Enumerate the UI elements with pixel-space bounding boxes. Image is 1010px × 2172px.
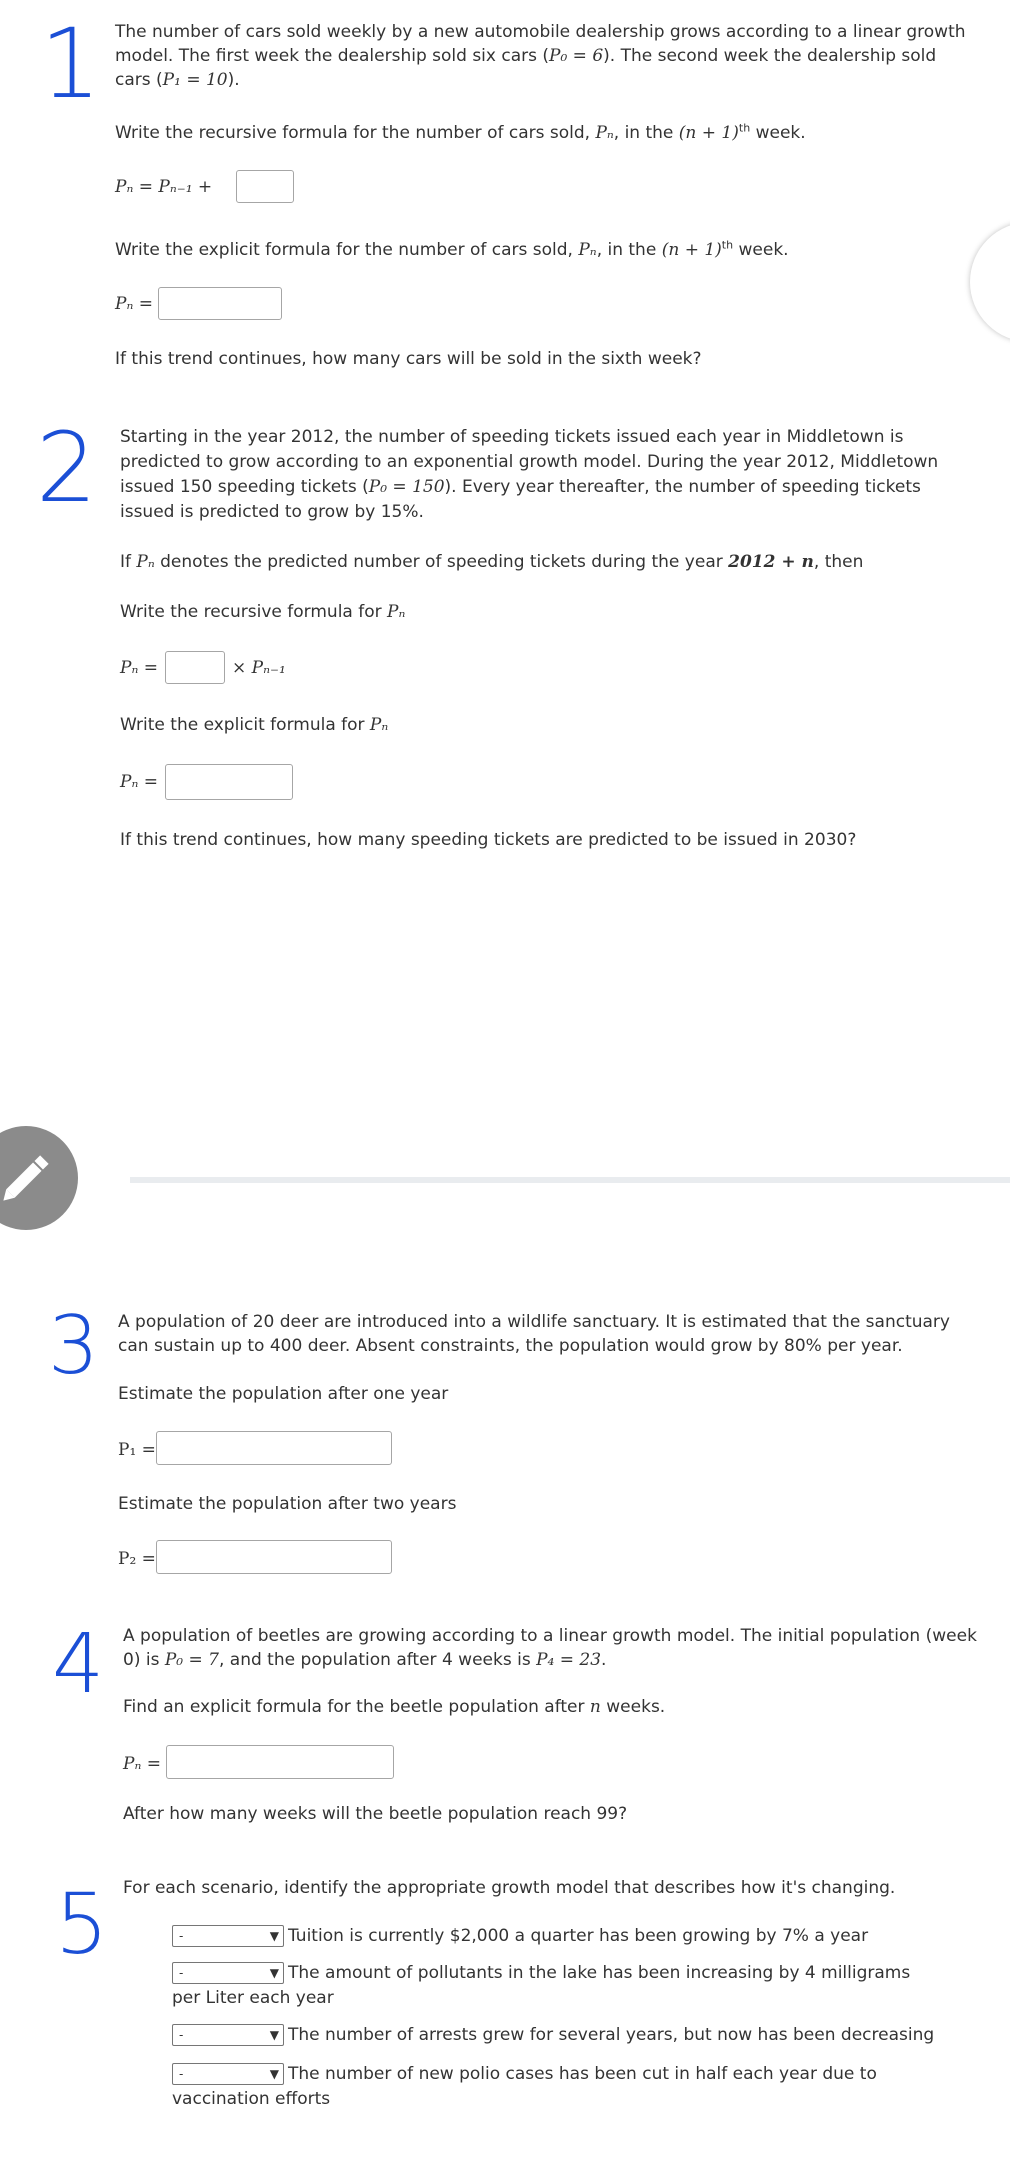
p3-p2-lhs: P₂ (118, 1549, 137, 1569)
p3-year-two-input[interactable] (156, 1540, 392, 1574)
p2-exp-formula (120, 770, 158, 794)
p4-p4: P₄ = 23 (536, 1650, 602, 1670)
side-panel-handle[interactable] (970, 222, 1010, 342)
p4-qe-b: n (589, 1697, 601, 1717)
scenario-2-selected: - (179, 1966, 184, 1980)
p1-line2a: model. The first week the dealership sold six cars ( (115, 46, 550, 66)
p4-p0: P₀ = 7 (164, 1650, 219, 1670)
edit-button[interactable] (0, 1126, 78, 1230)
p1-explicit-input[interactable] (158, 287, 282, 320)
p4-qe-c: weeks. (600, 1697, 666, 1717)
p2-line3 (120, 475, 921, 499)
scenario-4-select[interactable] (172, 2063, 284, 2085)
p4-q-reach: After how many weeks will the beetle population reach 99? (123, 1804, 628, 1824)
p3-p1-formula (118, 1438, 156, 1462)
p1-line3a: cars ( (115, 70, 163, 90)
p2-rec-formula (120, 656, 158, 680)
p1-exp-lhs: Pₙ (115, 294, 134, 314)
scenario-2-text: The amount of pollutants in the lake has been increasing by 4 milligrams (288, 1963, 911, 1983)
scenario-3-selected: - (179, 2028, 184, 2042)
chevron-down-icon: ▼ (269, 2028, 279, 2042)
p3-line1: A population of 20 deer are introduced into a wildlife sanctuary. It is estimated that the sanctuary (118, 1312, 950, 1332)
problem-number-3: 3 (48, 1299, 99, 1392)
p5-intro: For each scenario, identify the appropriate growth model that describes how it's changing. (123, 1878, 896, 1898)
p1-qr-b: Pₙ (595, 123, 614, 143)
scenario-4-selected: - (179, 2067, 184, 2081)
p3-q-one: Estimate the population after one year (118, 1384, 449, 1404)
p1-qe-e: th (721, 238, 734, 252)
p2-qr-b: Pₙ (387, 602, 406, 622)
p4-line2 (123, 1648, 606, 1672)
p1-line3 (115, 68, 240, 92)
p3-year-one-input[interactable] (156, 1431, 392, 1465)
p3-p1-eq: = (136, 1440, 156, 1460)
chevron-down-icon: ▼ (269, 1929, 279, 1943)
p1-qr-c: , in the (613, 123, 679, 143)
p1-line2 (115, 44, 936, 68)
problem-number-5: 5 (55, 1875, 109, 1973)
p2-line3a: issued 150 speeding tickets ( (120, 477, 369, 497)
scenario-3-select[interactable] (172, 2024, 284, 2046)
p2-qd-e: , then (813, 552, 864, 572)
p4-line2c: , and the population after 4 weeks is (218, 1650, 537, 1670)
scenario-1-select[interactable] (172, 1925, 284, 1947)
p1-rec-formula (115, 175, 212, 199)
p1-qe-c: , in the (596, 240, 662, 260)
p4-qe-a: Find an explicit formula for the beetle population after (123, 1697, 590, 1717)
p3-q-two: Estimate the population after two years (118, 1494, 457, 1514)
problem-number-2: 2 (36, 412, 98, 524)
p1-rec-rhs: Pₙ₋₁ + (158, 177, 213, 197)
p2-qe-b: Pₙ (369, 715, 389, 735)
p2-qd-b: Pₙ (136, 552, 155, 572)
p4-exp-lhs: Pₙ (123, 1754, 142, 1774)
p1-qr-e: th (738, 121, 751, 135)
p4-explicit-input[interactable] (166, 1745, 394, 1779)
p2-line2: predicted to grow according to an exponential growth model. During the year 2012, Middletown (120, 452, 939, 472)
problem-number-1: 1 (40, 8, 102, 120)
p2-qe-a: Write the explicit formula for (120, 715, 370, 735)
scenario-2-select[interactable] (172, 1962, 284, 1984)
p4-line2e: . (601, 1650, 607, 1670)
p2-p0: P₀ = 150 (368, 477, 445, 497)
p1-qe-f: week. (733, 240, 789, 260)
p4-q-explicit (123, 1695, 665, 1719)
p1-line2c: ). The second week the dealership sold (603, 46, 937, 66)
p4-exp-eq: = (141, 1754, 161, 1774)
p2-q-def (120, 550, 863, 574)
scenario-1-text: Tuition is currently $2,000 a quarter has been growing by 7% a year (288, 1926, 869, 1946)
p2-recursive-input[interactable] (165, 651, 225, 684)
p2-qd-d: 2012 + n (728, 552, 814, 572)
p2-line3c: ). Every year thereafter, the number of speeding tickets (444, 477, 921, 497)
p1-rec-lhs: Pₙ (115, 177, 134, 197)
p2-q-recursive (120, 600, 405, 624)
p1-qr-a: Write the recursive formula for the number of cars sold, (115, 123, 596, 143)
problem-number-4: 4 (52, 1617, 105, 1712)
p2-rec-eq: = (138, 658, 158, 678)
p1-exp-eq: = (133, 294, 153, 314)
p2-q-trend: If this trend continues, how many speeding tickets are predicted to be issued in 2030? (120, 830, 857, 850)
p2-line1: Starting in the year 2012, the number of speeding tickets issued each year in Middletown is (120, 427, 904, 447)
p2-qd-a: If (120, 552, 137, 572)
scenario-4-text-cont: vaccination efforts (172, 2089, 331, 2109)
p1-p1: P₁ = 10 (162, 70, 228, 90)
p2-explicit-input[interactable] (165, 764, 293, 800)
p2-qr-a: Write the recursive formula for (120, 602, 388, 622)
p2-rec-rhs: × Pₙ₋₁ (232, 658, 286, 678)
scenario-3-text: The number of arrests grew for several years, but now has been decreasing (288, 2025, 935, 2045)
p1-q-recursive (115, 121, 806, 145)
p1-qe-b: Pₙ (578, 240, 597, 260)
p1-qe-d: (n + 1) (661, 240, 722, 260)
p3-p2-formula (118, 1547, 156, 1571)
p3-line2: can sustain up to 400 deer. Absent constraints, the population would grow by 80% per year. (118, 1336, 903, 1356)
p1-line3c: ). (227, 70, 240, 90)
pencil-icon (0, 1126, 78, 1230)
p3-p2-eq: = (136, 1549, 156, 1569)
p2-exp-eq: = (138, 772, 158, 792)
p4-exp-formula (123, 1752, 161, 1776)
p4-line2a: 0) is (123, 1650, 165, 1670)
p1-qr-f: week. (750, 123, 806, 143)
scenario-2-text-cont: per Liter each year (172, 1988, 334, 2008)
p1-rec-eq: = (133, 177, 159, 197)
p3-p1-lhs: P₁ (118, 1440, 137, 1460)
p2-qd-c: denotes the predicted number of speeding tickets during the year (154, 552, 729, 572)
p1-p0: P₀ = 6 (549, 46, 604, 66)
p1-q-explicit (115, 238, 789, 262)
p4-line1: A population of beetles are growing according to a linear growth model. The initial population (week (123, 1626, 977, 1646)
scenario-4-text: The number of new polio cases has been cut in half each year due to (288, 2064, 877, 2084)
chevron-down-icon: ▼ (269, 1966, 279, 1980)
p1-q-trend: If this trend continues, how many cars will be sold in the sixth week? (115, 349, 702, 369)
p2-exp-lhs: Pₙ (120, 772, 139, 792)
p1-qr-d: (n + 1) (678, 123, 739, 143)
p2-line4: issued is predicted to grow by 15%. (120, 502, 424, 522)
p2-q-explicit (120, 713, 388, 737)
p1-qe-a: Write the explicit formula for the number of cars sold, (115, 240, 579, 260)
p1-exp-formula (115, 292, 153, 316)
p1-line1: The number of cars sold weekly by a new automobile dealership grows according to a linear growth (115, 22, 966, 42)
scenario-1-selected: - (179, 1929, 184, 1943)
p2-rec-lhs: Pₙ (120, 658, 139, 678)
section-separator (130, 1177, 1010, 1183)
p1-recursive-input[interactable] (236, 170, 294, 203)
chevron-down-icon: ▼ (269, 2067, 279, 2081)
